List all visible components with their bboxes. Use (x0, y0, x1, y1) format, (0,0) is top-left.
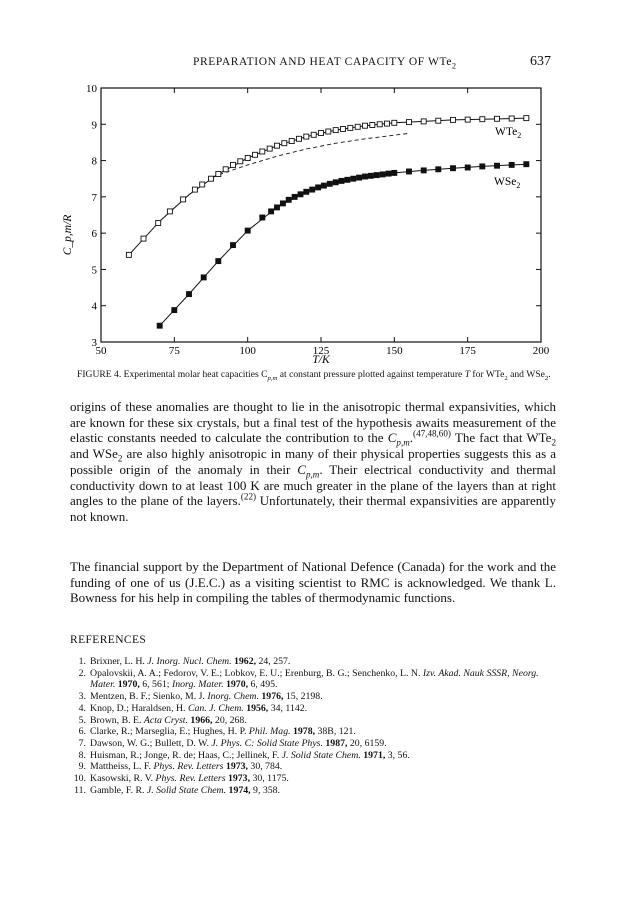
data-point-wte2 (465, 117, 470, 122)
data-point-wte2 (209, 176, 214, 181)
paragraph-subscript: 2 (551, 438, 556, 448)
reference-journal: Inorg. Chem. (207, 691, 259, 703)
y-tick-label: 10 (86, 83, 97, 95)
running-head-text: PREPARATION AND HEAT CAPACITY OF WTe (193, 56, 453, 68)
reference-authors: Brixner, L. H. (90, 656, 148, 667)
data-point-wte2 (297, 136, 302, 141)
series-label-wte2: WTe$_2$ (495, 126, 522, 140)
caption-variable: T (464, 369, 471, 380)
reference-details: 20, 268. (212, 714, 247, 726)
caption-text: . (548, 369, 551, 380)
x-tick-label: 50 (95, 345, 107, 357)
data-point-wse2 (392, 170, 397, 175)
reference-number: 9. (78, 761, 86, 773)
caption-label: FIGURE 4. Experimental molar heat capacities C (77, 369, 268, 380)
fit-curve-wse2 (160, 164, 530, 326)
reference-year: 1973, (225, 773, 251, 785)
data-point-wte2 (355, 124, 360, 129)
data-point-wte2 (509, 116, 514, 121)
reference-item (70, 773, 560, 785)
data-point-wte2 (289, 139, 294, 144)
citation: (22) (240, 491, 257, 502)
reference-year: 1987, (322, 737, 348, 749)
data-point-wse2 (351, 176, 356, 181)
x-axis-ticks (96, 88, 550, 357)
reference-year: 1966, (187, 714, 213, 726)
data-point-wse2 (245, 228, 250, 233)
reference-item (70, 668, 560, 691)
figure-caption (77, 369, 557, 381)
reference-number: 10. (73, 773, 86, 785)
reference-journal: Phys. Rev. Letters (155, 773, 226, 785)
references-heading: REFERENCES (70, 634, 147, 646)
y-axis-ticks (86, 83, 541, 349)
paragraph-text: origins of these anomalies are thought to lie in the anisotropic thermal expansivities, which are known for these six crystals, but a final test of the hypothesis awaits measurement of the elastic constants needed to calculate the contribution to the (70, 399, 556, 446)
data-point-wte2 (223, 167, 228, 172)
reference-authors: Knop, D.; Haraldsen, H. (90, 702, 188, 714)
data-point-wse2 (286, 197, 291, 202)
data-point-wse2 (363, 174, 368, 179)
reference-year: 1956, (243, 702, 269, 714)
data-point-wse2 (327, 181, 332, 186)
y-tick-label: 9 (91, 119, 97, 132)
x-tick-label: 125 (312, 345, 330, 357)
reference-item (70, 785, 560, 797)
reference-authors: Brown, B. E. (90, 714, 144, 726)
data-point-wte2 (260, 149, 265, 154)
data-point-wse2 (231, 243, 236, 248)
paragraph-text: are also highly anisotropic in many of their physical properties suggests this as a possible origin of the anomaly in their (70, 446, 556, 477)
reference-journal: Can. J. Chem. (187, 702, 244, 714)
reference-journal: J. Solid State Chem. (146, 784, 227, 796)
heat-capacity-chart (0, 76, 624, 366)
data-point-wte2 (181, 197, 186, 202)
x-tick-label: 175 (459, 345, 476, 357)
reference-year: 1978, (290, 726, 316, 738)
reference-item (70, 738, 560, 750)
caption-text: at constant pressure plotted against temperature (277, 369, 463, 380)
x-tick-label: 100 (239, 345, 256, 357)
reference-item (70, 726, 560, 738)
data-point-wse2 (304, 189, 309, 194)
data-point-wte2 (126, 252, 131, 257)
reference-journal: J. Inorg. Nucl. Chem. (147, 656, 232, 667)
data-point-wse2 (333, 180, 338, 185)
reference-journal: Inorg. Mater. (171, 679, 224, 691)
data-point-wse2 (386, 171, 391, 176)
reference-details: 15, 2198. (283, 691, 323, 703)
data-point-wse2 (260, 215, 265, 220)
dashed-curve (213, 133, 410, 177)
data-point-wte2 (524, 116, 529, 121)
reference-item (70, 750, 560, 762)
reference-year: 1970, (115, 679, 140, 691)
reference-number: 1. (78, 656, 86, 667)
data-point-wte2 (326, 129, 331, 134)
reference-authors: Gamble, F. R. (90, 784, 147, 796)
reference-year: 1976, (258, 691, 284, 703)
data-point-wte2 (282, 141, 287, 146)
reference-details: 6, 561; (139, 679, 172, 691)
data-point-wse2 (269, 209, 274, 214)
caption-text: for WTe (470, 369, 505, 380)
y-tick-label: 6 (91, 228, 97, 241)
reference-year: 1970, (223, 679, 249, 691)
data-point-wse2 (292, 194, 297, 199)
data-point-wte2 (421, 119, 426, 124)
series-label-wse2: WSe$_2$ (494, 176, 521, 190)
y-tick-label: 4 (91, 300, 97, 313)
reference-number: 8. (78, 749, 86, 761)
data-point-wte2 (311, 132, 316, 137)
data-point-wse2 (275, 205, 280, 210)
data-point-wte2 (348, 125, 353, 130)
data-point-wte2 (304, 134, 309, 139)
reference-number: 4. (78, 702, 86, 714)
data-point-wse2 (495, 163, 500, 168)
y-tick-label: 5 (91, 264, 97, 277)
data-point-wte2 (436, 118, 441, 123)
reference-year: 1962, (231, 656, 257, 667)
data-point-wte2 (451, 117, 456, 122)
reference-authors: Kasowski, R. V. (90, 773, 156, 785)
x-tick-label: 200 (532, 345, 550, 357)
reference-item (70, 703, 560, 715)
citation: (47,48,60) (413, 429, 451, 440)
data-point-wte2 (333, 128, 338, 133)
data-point-wte2 (141, 236, 146, 241)
x-axis-label: T/K (312, 354, 330, 366)
reference-number: 5. (78, 714, 86, 726)
reference-details: 3, 56. (385, 749, 410, 761)
data-point-wte2 (363, 123, 368, 128)
reference-authors: Clarke, R.; Marseglia, E.; Hughes, H. P. (90, 726, 249, 738)
data-point-wse2 (436, 167, 441, 172)
data-point-wte2 (200, 182, 205, 187)
paragraph-text: Unfortunately, their thermal expansivities are apparently not known. (70, 493, 557, 524)
data-point-wte2 (480, 117, 485, 122)
data-point-wte2 (238, 159, 243, 164)
data-point-wse2 (316, 185, 321, 190)
page-number: 637 (530, 54, 551, 69)
data-point-wse2 (157, 323, 162, 328)
data-point-wte2 (253, 152, 258, 157)
running-head-subscript: 2 (452, 61, 457, 71)
paragraph-text: and WSe (70, 446, 118, 462)
reference-details: 30, 1175. (250, 773, 289, 785)
reference-item (70, 656, 560, 668)
data-point-wse2 (310, 187, 315, 192)
data-point-wse2 (509, 162, 514, 167)
data-point-wte2 (231, 162, 236, 167)
reference-item (70, 715, 560, 727)
reference-authors: Opalovskii, A. A.; Fedorov, V. E.; Lobkov, E. U.; Erenburg, B. G.; Senchenko, L. N. (90, 667, 423, 679)
paragraph-symbol: C (387, 430, 397, 446)
caption-subscript: 2 (544, 374, 549, 382)
data-point-wte2 (407, 120, 412, 125)
reference-journal: Izv. Akad. Nauk SSSR, Neorg. Mater. (90, 667, 539, 691)
data-point-wse2 (374, 173, 379, 178)
paragraph-subscript: 2 (117, 453, 123, 464)
reference-item (70, 761, 560, 773)
reference-number: 11. (74, 784, 86, 796)
running-head (193, 56, 457, 71)
data-point-wte2 (319, 131, 324, 136)
data-point-wte2 (392, 120, 397, 125)
reference-number: 3. (78, 691, 86, 703)
paragraph-subscript: p,m (305, 469, 320, 480)
caption-text: and WSe (507, 369, 545, 380)
body-paragraph-1: origins of these anomalies are thought to lie in the anisotropic thermal expansivities, which are known for these six crystals, but a final test of the hypothesis awaits measurement of the elastic constants needed to calculate the contribution to the $C_{p,m}.^{(47,48,60)}$ The fact that WTe$_2$ and WSe$_2$ are also highly anisotropic in many of their physical properties suggests this as a possible origin of the anomaly in their $C_{p,m}$. Their electrical conductivity and thermal conductivity down to at least 100 K are much greater in the plane of the layers than at right angles to the plane of the layers.$^{(22)}$ Unfortunately, their thermal expansivities are apparently not known. (70, 399, 557, 524)
references-list (70, 656, 560, 796)
reference-details: 30, 784. (247, 761, 283, 773)
y-tick-label: 3 (91, 337, 97, 349)
reference-authors: Mattheiss, L. F. (90, 761, 154, 773)
reference-number: 2. (78, 667, 86, 679)
reference-journal: Acta Cryst. (143, 714, 188, 726)
reference-year: 1974, (226, 784, 251, 796)
data-point-wte2 (167, 209, 172, 214)
data-point-wse2 (368, 173, 373, 178)
paragraph-subscript: p,m (396, 438, 410, 448)
paragraph-text: . Their electrical conductivity and thermal conductivity down to at least 100 K are much greater in the plane of the layers than at right angles to the plane of the layers. (70, 461, 556, 509)
data-point-wte2 (216, 172, 221, 177)
data-point-wte2 (341, 127, 346, 132)
data-point-wse2 (339, 178, 344, 183)
data-point-wte2 (385, 121, 390, 126)
data-markers (126, 116, 528, 329)
reference-journal: Phil. Mag. (248, 726, 291, 738)
caption-subscript: 2 (504, 374, 508, 382)
page-header (0, 54, 624, 74)
body-paragraph-2: The financial support by the Department of National Defence (Canada) for the work and the funding of one of us (J.E.C.) as a visiting scientist to RMC is acknowledged. We thank L. Bowness for his help in compiling the tables of thermodynamic functions. (70, 559, 556, 606)
reference-details: 38B, 121. (315, 726, 356, 738)
reference-journal: Phys. Rev. Letters (153, 761, 224, 773)
reference-details: 6, 495. (248, 679, 278, 691)
reference-number: 7. (78, 737, 86, 749)
reference-authors: Dawson, W. G.; Bullett, D. W. (90, 737, 212, 749)
data-point-wse2 (201, 275, 206, 280)
data-point-wte2 (377, 122, 382, 127)
data-point-wse2 (451, 166, 456, 171)
data-point-wse2 (321, 183, 326, 188)
data-point-wse2 (380, 172, 385, 177)
data-point-wse2 (524, 162, 529, 167)
caption-subscript: p,m (267, 374, 278, 382)
data-point-wse2 (187, 292, 192, 297)
data-point-wse2 (280, 201, 285, 206)
data-point-wse2 (465, 165, 470, 170)
data-point-wse2 (407, 169, 412, 174)
y-axis-label: C_p,m/R (62, 214, 74, 256)
reference-journal: J. Solid State Chem. (281, 749, 361, 761)
reference-number: 6. (78, 726, 86, 738)
reference-details: 9, 358. (250, 784, 280, 796)
data-point-wte2 (192, 187, 197, 192)
data-point-wte2 (245, 156, 250, 161)
x-tick-label: 75 (168, 345, 180, 357)
reference-authors: Huisman, R.; Jonge, R. de; Haas, C.; Jellinek, F. (90, 749, 282, 761)
data-point-wte2 (267, 146, 272, 151)
x-tick-label: 150 (386, 345, 403, 357)
reference-year: 1973, (223, 761, 248, 773)
data-point-wte2 (495, 116, 500, 121)
y-tick-label: 7 (91, 191, 97, 204)
y-tick-label: 8 (91, 155, 97, 168)
data-point-wse2 (421, 168, 426, 173)
reference-details: 34, 1142. (268, 702, 308, 714)
data-point-wte2 (275, 143, 280, 148)
data-point-wse2 (172, 308, 177, 313)
reference-item (70, 691, 560, 703)
data-point-wse2 (216, 259, 221, 264)
paragraph-symbol: C (297, 461, 306, 477)
data-point-wte2 (156, 221, 161, 226)
data-point-wte2 (370, 123, 375, 128)
paragraph-text: The fact that WTe (450, 430, 552, 446)
data-point-wse2 (357, 175, 362, 180)
reference-year: 1971, (360, 749, 386, 761)
reference-journal: J. Phys. C: Solid State Phys. (211, 737, 323, 749)
reference-details: 24, 257. (256, 656, 291, 667)
data-point-wse2 (345, 177, 350, 182)
data-point-wse2 (480, 164, 485, 169)
reference-authors: Mentzen, B. F.; Sienko, M. J. (90, 691, 208, 703)
data-point-wse2 (298, 192, 303, 197)
reference-details: 20, 6159. (347, 737, 387, 749)
